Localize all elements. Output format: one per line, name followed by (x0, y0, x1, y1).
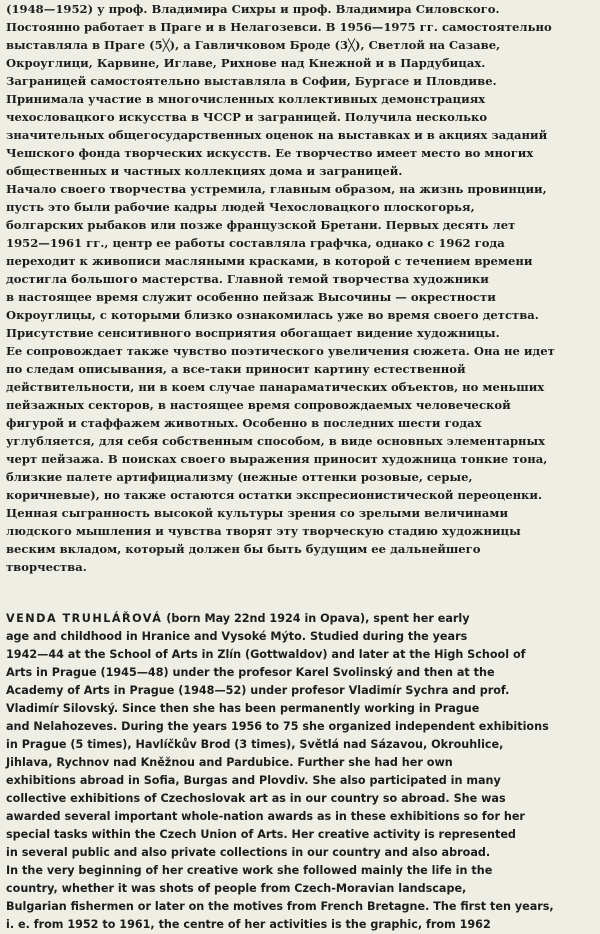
text-line: awarded several important whole-nation awards as in these exhibitions so for her (6, 810, 525, 823)
text-line: Начало своего творчества устремила, главным образом, на жизнь провинции, (6, 182, 547, 196)
text-line: фигурой и стаффажем животных. Особенно в последних шести годах (6, 416, 482, 430)
text-line: Окроуглици, Карвине, Иглаве, Рихнове над Кнежной и в Пардубицах. (6, 56, 486, 70)
text-line: в настоящее время служит особенно пейзаж Высочины — окрестности (6, 290, 496, 304)
text-line: пусть это были рабочие кадры людей Чехословацкого плоскогорья, (6, 200, 475, 214)
text-line: i. e. from 1952 to 1961, the centre of her activities is the graphic, from 1962 (6, 918, 491, 931)
text-line: Ее сопровождает также чувство поэтического увеличения сюжета. Она не идет (6, 344, 555, 358)
text-line: Окроуглицы, с которыми близко ознакомилась уже во время своего детства. (6, 308, 539, 322)
text-line: коричневые), но также остаются остатки экспресионистической переоценки. (6, 488, 543, 502)
text-line: по следам описывания, а все-таки приносит картину естественной (6, 362, 466, 376)
text-line: age and childhood in Hranice and Vysoké Mýto. Studied during the years (6, 630, 468, 643)
text-line (6, 610, 596, 628)
text-line: Jihlava, Rychnov nad Kněžnou and Pardubice. Further she had her own (6, 756, 453, 769)
artist-name: VENDA TRUHLÁŘOVÁ (6, 612, 163, 625)
text-line: Academy of Arts in Prague (1948—52) under profesor Vladimír Sychra and prof. (6, 684, 510, 697)
text-line: выставляла в Праге (5╳), а Гавличковом Броде (3╳), Светлой на Сазаве, (6, 38, 501, 52)
text-line: Присутствие сенситивного восприятия обогащает видение художницы. (6, 326, 500, 340)
text-line: переходит к живописи масляными красками, в которой с течением времени (6, 254, 533, 268)
text-line: чехословацкого искусства в ЧССР и заграницей. Получила несколько (6, 110, 488, 124)
text-line-rest: (born May 22nd 1924 in Opava), spent her early (162, 612, 470, 625)
text-line: 1942—44 at the School of Arts in Zlín (Gottwaldov) and later at the High School of (6, 648, 526, 661)
text-line: пейзажных секторов, в настоящее время сопровождаемых человеческой (6, 398, 511, 412)
text-line: черт пейзажа. В поисках своего выражения приносит художница тонкие тона, (6, 452, 548, 466)
text-line: special tasks within the Czech Union of Arts. Her creative activity is represented (6, 828, 516, 841)
text-line: In the very beginning of her creative work she followed mainly the life in the (6, 864, 493, 877)
text-line: углубляется, для себя собственным способом, в виде основных элементарных (6, 434, 546, 448)
text-line: Заграницей самостоятельно выставляла в Софии, Бургасе и Пловдиве. (6, 74, 497, 88)
text-line: значительных общегосударственных оценок на выставках и в акциях заданий (6, 128, 548, 142)
text-line: Ценная сыгранность высокой культуры зрения со зрелыми величинами (6, 506, 509, 520)
text-line: exhibitions abroad in Sofia, Burgas and Plovdiv. She also participated in many (6, 774, 501, 787)
text-line: общественных и частных коллекциях дома и заграницей. (6, 164, 403, 178)
text-line: действительности, ни в коем случае панараматических объектов, но меньших (6, 380, 545, 394)
text-line: collective exhibitions of Czechoslovak art as in our country so abroad. She was (6, 792, 506, 805)
text-line: (1948—1952) у проф. Владимира Сихры и проф. Владимира Силовского. (6, 2, 500, 16)
text-line: Bulgarian fishermen or later on the motives from French Bretagne. The first ten years, (6, 900, 554, 913)
text-line: веским вкладом, который должен бы быть будущим ее дальнейшего (6, 542, 481, 556)
text-line: творчества. (6, 560, 87, 574)
text-line: Чешского фонда творческих искусств. Ее творчество имеет место во многих (6, 146, 534, 160)
text-line: in Prague (5 times), Havlíčkův Brod (3 times), Světlá nad Sázavou, Okrouhlice, (6, 738, 504, 751)
text-line: болгарских рыбаков или позже французской Бретани. Первых десять лет (6, 218, 516, 232)
text-line: близкие палете артифициализму (нежные оттенки розовые, серые, (6, 470, 473, 484)
text-line: Arts in Prague (1945—48) under the profesor Karel Svolinský and then at the (6, 666, 495, 679)
text-line: Vladimír Silovský. Since then she has been permanently working in Prague (6, 702, 480, 715)
text-line: Принимала участие в многочисленных коллективных демонстрациях (6, 92, 486, 106)
text-line: country, whether it was shots of people from Czech-Moravian landscape, (6, 882, 467, 895)
text-line: in several public and also private collections in our country and also abroad. (6, 846, 491, 859)
text-line: Постоянно работает в Праге и в Нелагозевси. В 1956—1975 гг. самостоятельно (6, 20, 552, 34)
text-line: людского мышления и чувства творят эту творческую стадию художницы (6, 524, 521, 538)
text-line: and Nelahozeves. During the years 1956 to 75 she organized independent exhibitions (6, 720, 549, 733)
text-line: достигла большого мастерства. Главной темой творчества художники (6, 272, 489, 286)
text-line: 1952—1961 гг., центр ее работы составляла графчка, однако с 1962 года (6, 236, 505, 250)
